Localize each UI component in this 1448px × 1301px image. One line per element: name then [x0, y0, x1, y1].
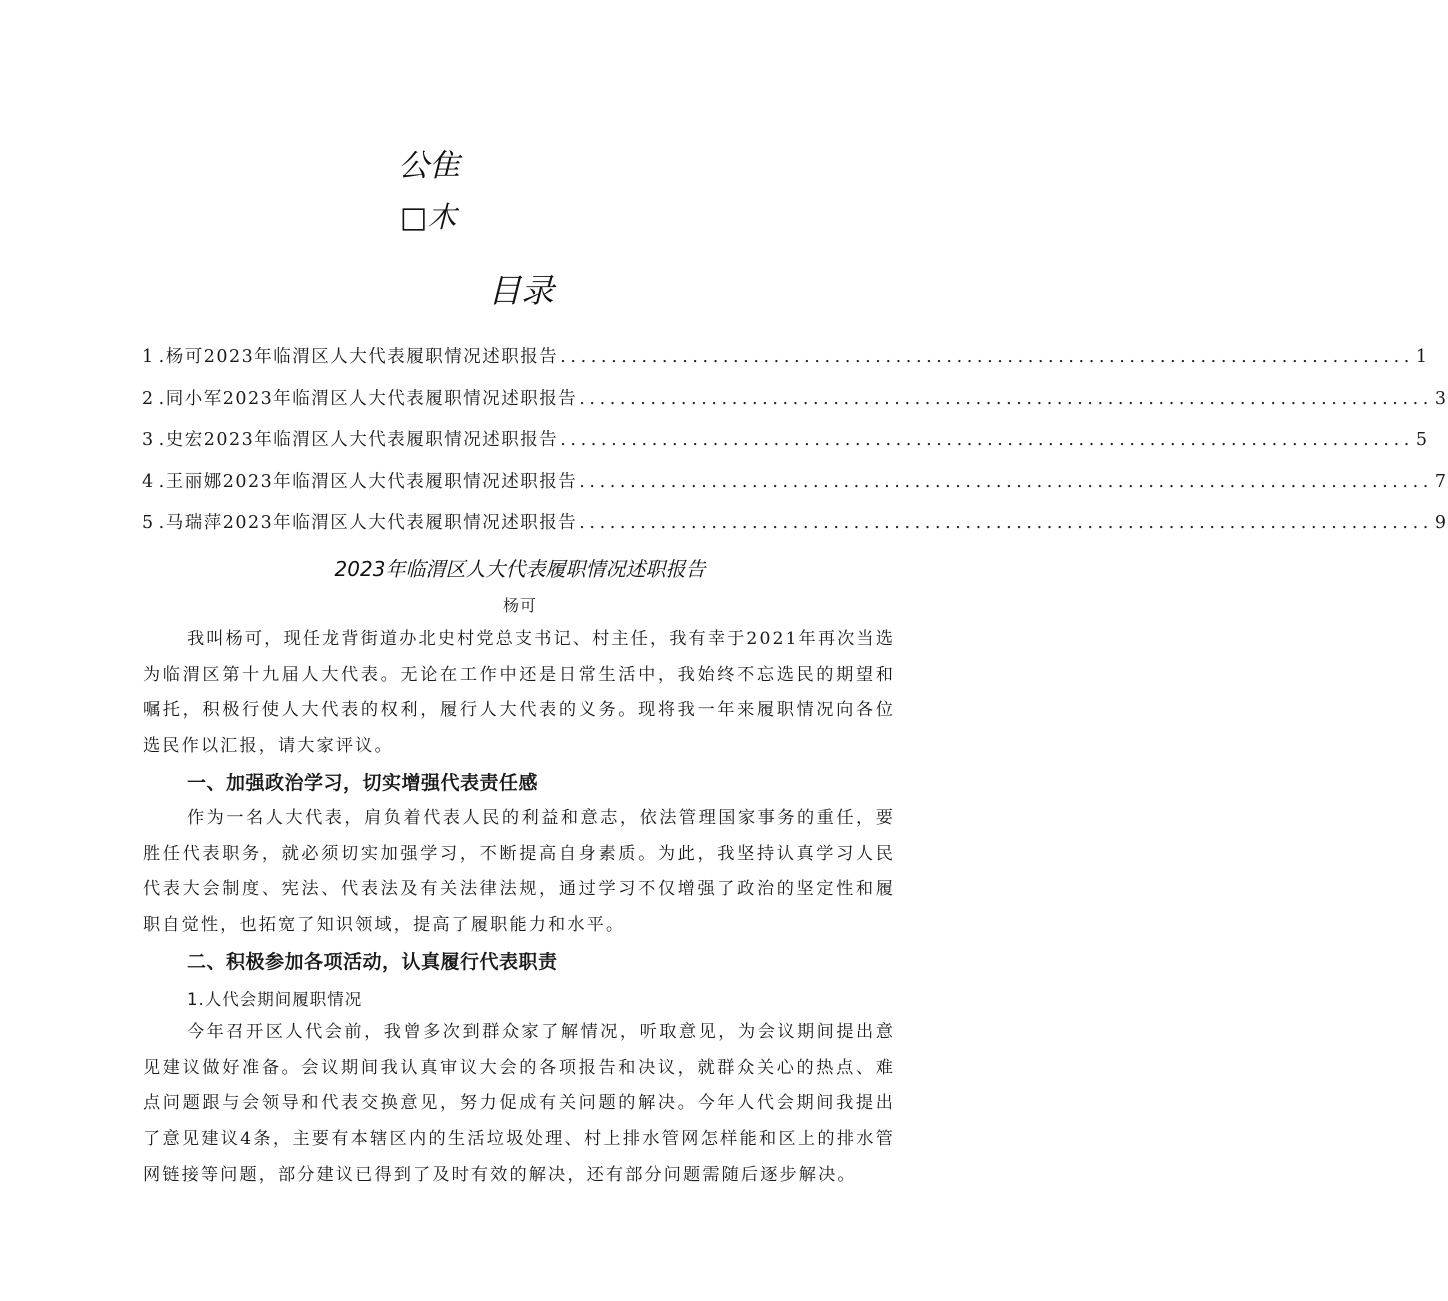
toc-entry[interactable]	[142, 343, 1429, 385]
toc-entry-number: 2	[142, 388, 155, 409]
toc-entry-page: 3	[1434, 388, 1448, 409]
subsection-1-paragraph: 今年召开区人代会前，我曾多次到群众家了解情况，听取意见，为会议期间提出意见建议做好准备。会议期间我认真审议大会的各项报告和决议，就群众关心的热点、难点问题跟与会领导和代表交换意见，努力促成有关问题的解决。今年人代会期间我提出了意见建议4条，主要有本辖区内的生活垃圾处理、村上排水管网怎样能和区上的排水管网链接等问题，部分建议已得到了及时有效的解决，还有部分问题需随后逐步解决。	[143, 1022, 895, 1185]
toc-entry-title: .史宏2023年临渭区人大代表履职情况述职报告	[158, 430, 559, 450]
toc-entry-number: 1	[142, 347, 155, 367]
section-1-heading: 一、加强政治学习，切实增强代表责任感	[187, 772, 539, 794]
cover-line-1: 公隹	[398, 148, 460, 184]
toc-leader-dots: ....................................................................................	[560, 347, 1414, 367]
report-author: 杨可	[502, 596, 537, 615]
report-title: 2023年临渭区人大代表履职情况述职报告	[334, 557, 706, 581]
section-1-paragraph: 作为一名人大代表，肩负着代表人民的利益和意志，依法管理国家事务的重任，要胜任代表职务，就必须切实加强学习，不断提高自身素质。为此，我坚持认真学习人民代表大会制度、宪法、代表法及有关法律法规，通过学习不仅增强了政治的坚定性和履职自觉性，也拓宽了知识领域，提高了履职能力和水平。	[143, 808, 895, 936]
toc-leader-dots: ....................................................................................	[579, 388, 1433, 409]
section-2-heading: 二、积极参加各项活动，认真履行代表职责	[187, 951, 558, 973]
toc-entry-title: .王丽娜2023年临渭区人大代表履职情况述职报告	[158, 471, 578, 492]
toc-leader-dots: ....................................................................................	[560, 430, 1414, 450]
toc-entry[interactable]	[142, 426, 1429, 468]
toc-entry-title: .同小军2023年临渭区人大代表履职情况述职报告	[158, 388, 578, 409]
toc-entry-number: 3	[142, 430, 155, 450]
toc-entry-page: 9	[1434, 513, 1448, 533]
toc-entry-page: 1	[1415, 347, 1429, 367]
toc-entry[interactable]	[142, 509, 1448, 551]
toc-entry-title: .杨可2023年临渭区人大代表履职情况述职报告	[158, 347, 559, 367]
toc-entry-page: 7	[1434, 471, 1448, 492]
toc-leader-dots: ....................................................................................	[579, 471, 1433, 492]
table-of-contents	[142, 343, 1448, 551]
toc-entry[interactable]	[142, 468, 1448, 510]
toc-entry[interactable]	[142, 385, 1448, 427]
toc-leader-dots: ....................................................................................	[579, 513, 1433, 533]
intro-paragraph: 我叫杨可，现任龙背街道办北史村党总支书记、村主任，我有幸于2021年再次当选为临渭区第十九届人大代表。无论在工作中还是日常生活中，我始终不忘选民的期望和嘱托，积极行使人大代表的权利，履行人大代表的义务。现将我一年来履职情况向各位选民作以汇报，请大家评议。	[143, 629, 895, 757]
toc-entry-page: 5	[1415, 430, 1429, 450]
toc-entry-number: 5	[142, 513, 155, 533]
toc-entry-title: .马瑞萍2023年临渭区人大代表履职情况述职报告	[158, 513, 578, 533]
subsection-1-heading: 1.人代会期间履职情况	[187, 990, 363, 1009]
cover-line-2: □木	[400, 200, 457, 234]
toc-title: 目录	[488, 271, 554, 310]
toc-entry-number: 4	[142, 471, 155, 492]
